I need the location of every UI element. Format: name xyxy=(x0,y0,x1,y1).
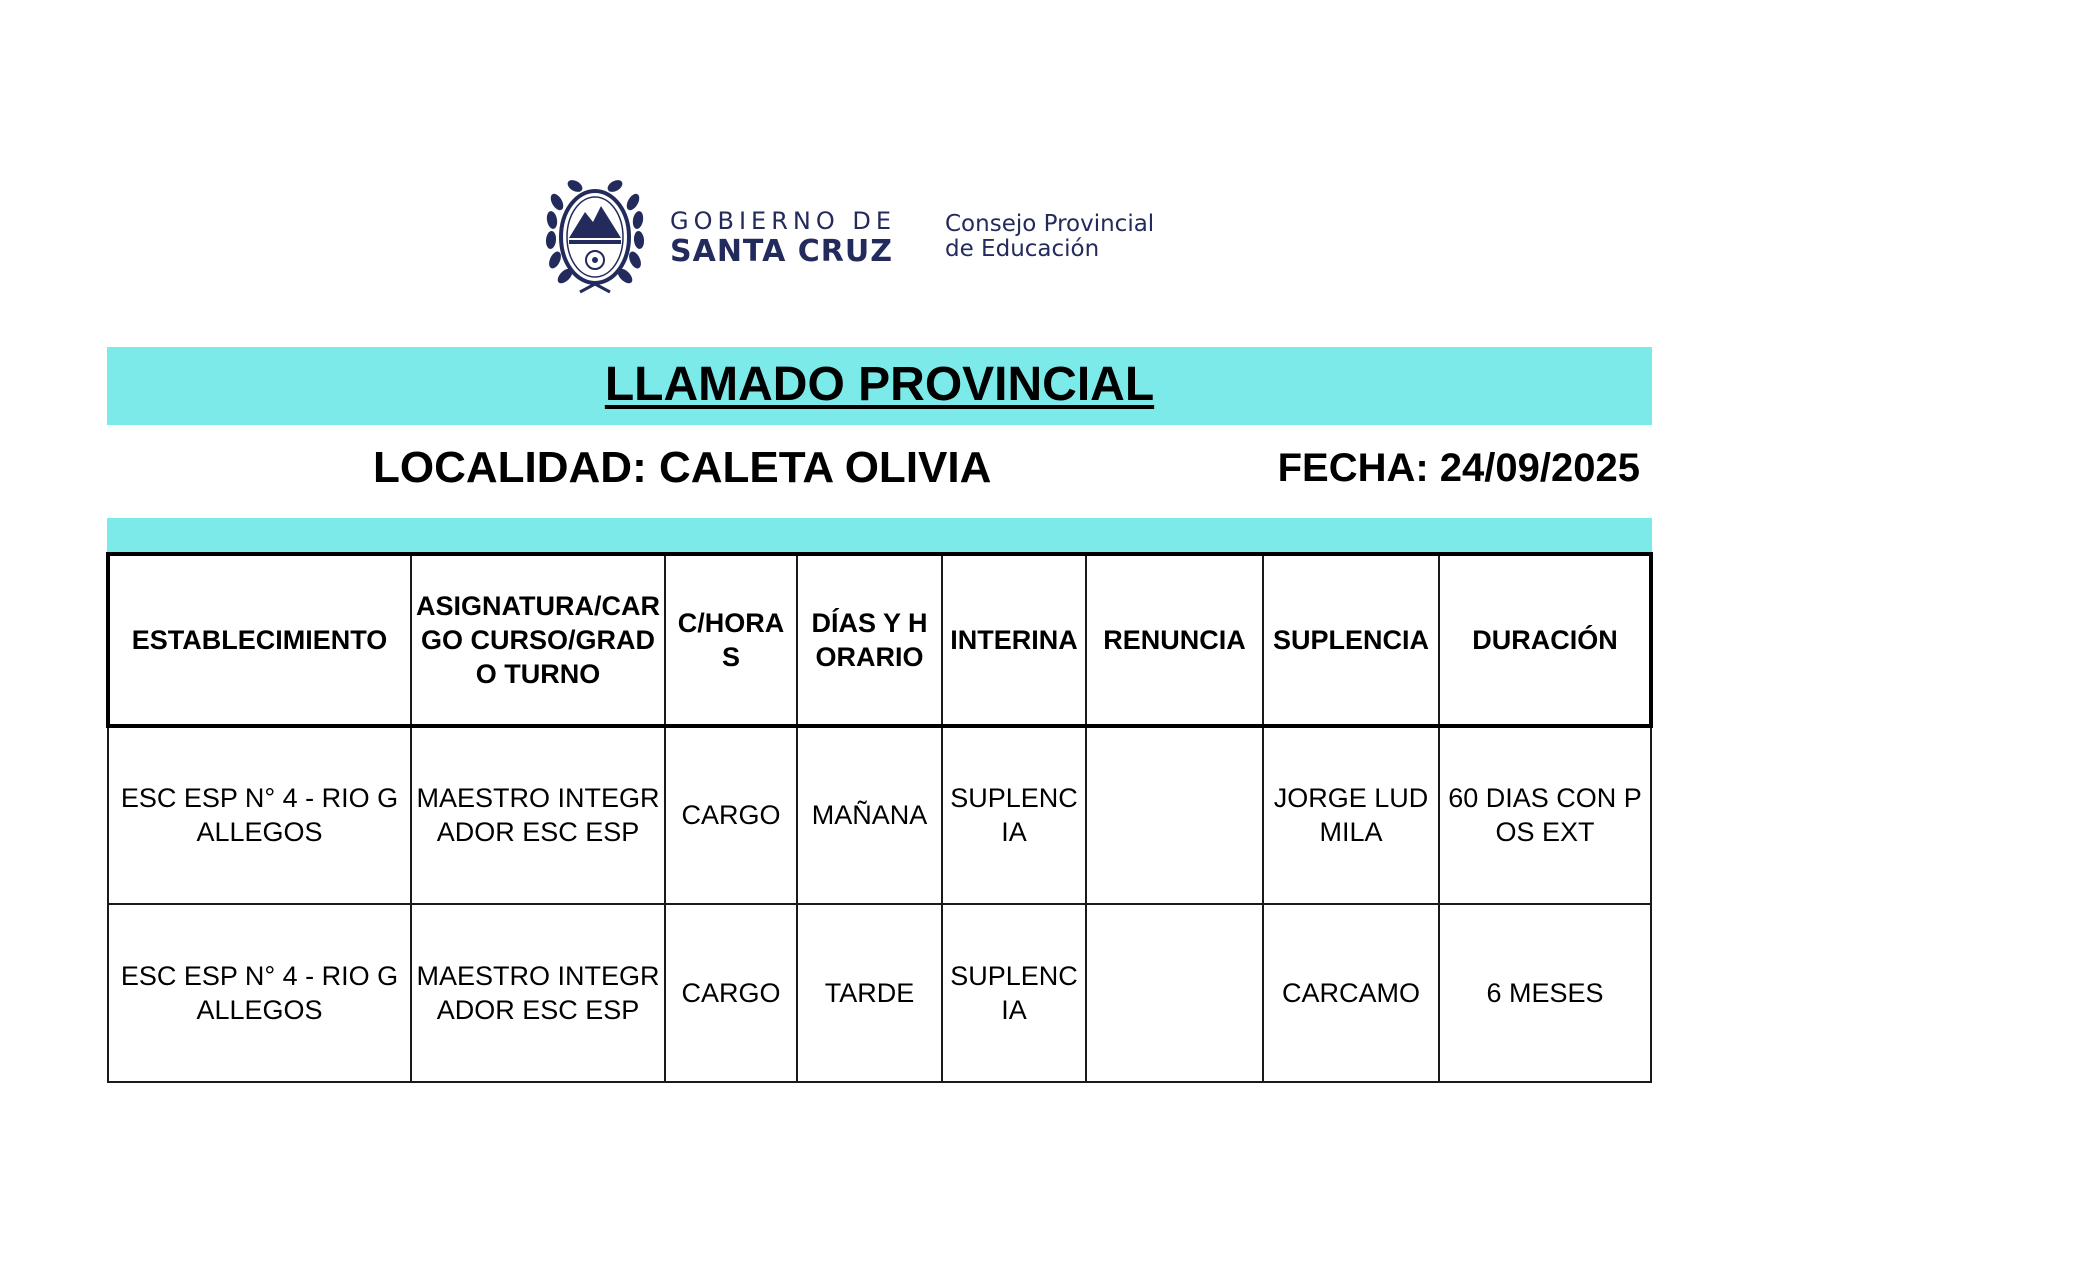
header-horas: C/HORAS xyxy=(665,554,797,726)
cell-renuncia xyxy=(1086,904,1263,1082)
council-line-1: Consejo Provincial xyxy=(945,211,1155,237)
cell-asignatura: MAESTRO INTEGRADOR ESC ESP xyxy=(411,904,665,1082)
provincial-seal-icon xyxy=(545,172,645,302)
cell-duracion: 6 MESES xyxy=(1439,904,1651,1082)
header-dias: DÍAS Y HORARIO xyxy=(797,554,942,726)
council-name xyxy=(945,212,1154,262)
cell-horas: CARGO xyxy=(665,904,797,1082)
cell-suplencia: CARCAMO xyxy=(1263,904,1439,1082)
header-suplencia: SUPLENCIA xyxy=(1263,554,1439,726)
separator-band xyxy=(107,518,1652,552)
page-title: LLAMADO PROVINCIAL xyxy=(604,358,1155,411)
cell-renuncia xyxy=(1086,726,1263,904)
cell-establecimiento: ESC ESP N° 4 - RIO GALLEGOS xyxy=(108,726,411,904)
government-wordmark xyxy=(670,208,910,270)
logo-line-2: SANTA CRUZ xyxy=(670,234,893,269)
cell-duracion: 60 DIAS CON POS EXT xyxy=(1439,726,1651,904)
cell-dias: TARDE xyxy=(797,904,942,1082)
cell-establecimiento: ESC ESP N° 4 - RIO GALLEGOS xyxy=(108,904,411,1082)
cell-horas: CARGO xyxy=(665,726,797,904)
logo-line-1: GOBIERNO DE xyxy=(670,207,896,235)
title-band xyxy=(107,347,1652,425)
table-row xyxy=(108,904,1651,1082)
locality-label: LOCALIDAD: CALETA OLIVIA xyxy=(373,443,992,492)
council-line-2: de Educación xyxy=(945,236,1100,262)
header-interina: INTERINA xyxy=(942,554,1086,726)
header-renuncia: RENUNCIA xyxy=(1086,554,1263,726)
date-label: FECHA: 24/09/2025 xyxy=(1277,446,1640,490)
cell-dias: MAÑANA xyxy=(797,726,942,904)
cell-asignatura: MAESTRO INTEGRADOR ESC ESP xyxy=(411,726,665,904)
header-duracion: DURACIÓN xyxy=(1439,554,1651,726)
table-header-row xyxy=(108,554,1651,726)
header-establecimiento: ESTABLECIMIENTO xyxy=(108,554,411,726)
vacancy-table xyxy=(107,553,1652,1083)
cell-suplencia: JORGE LUDMILA xyxy=(1263,726,1439,904)
header-asignatura: ASIGNATURA/CARGO CURSO/GRADO TURNO xyxy=(411,554,665,726)
cell-interina: SUPLENCIA xyxy=(942,726,1086,904)
cell-interina: SUPLENCIA xyxy=(942,904,1086,1082)
table-row xyxy=(108,726,1651,904)
